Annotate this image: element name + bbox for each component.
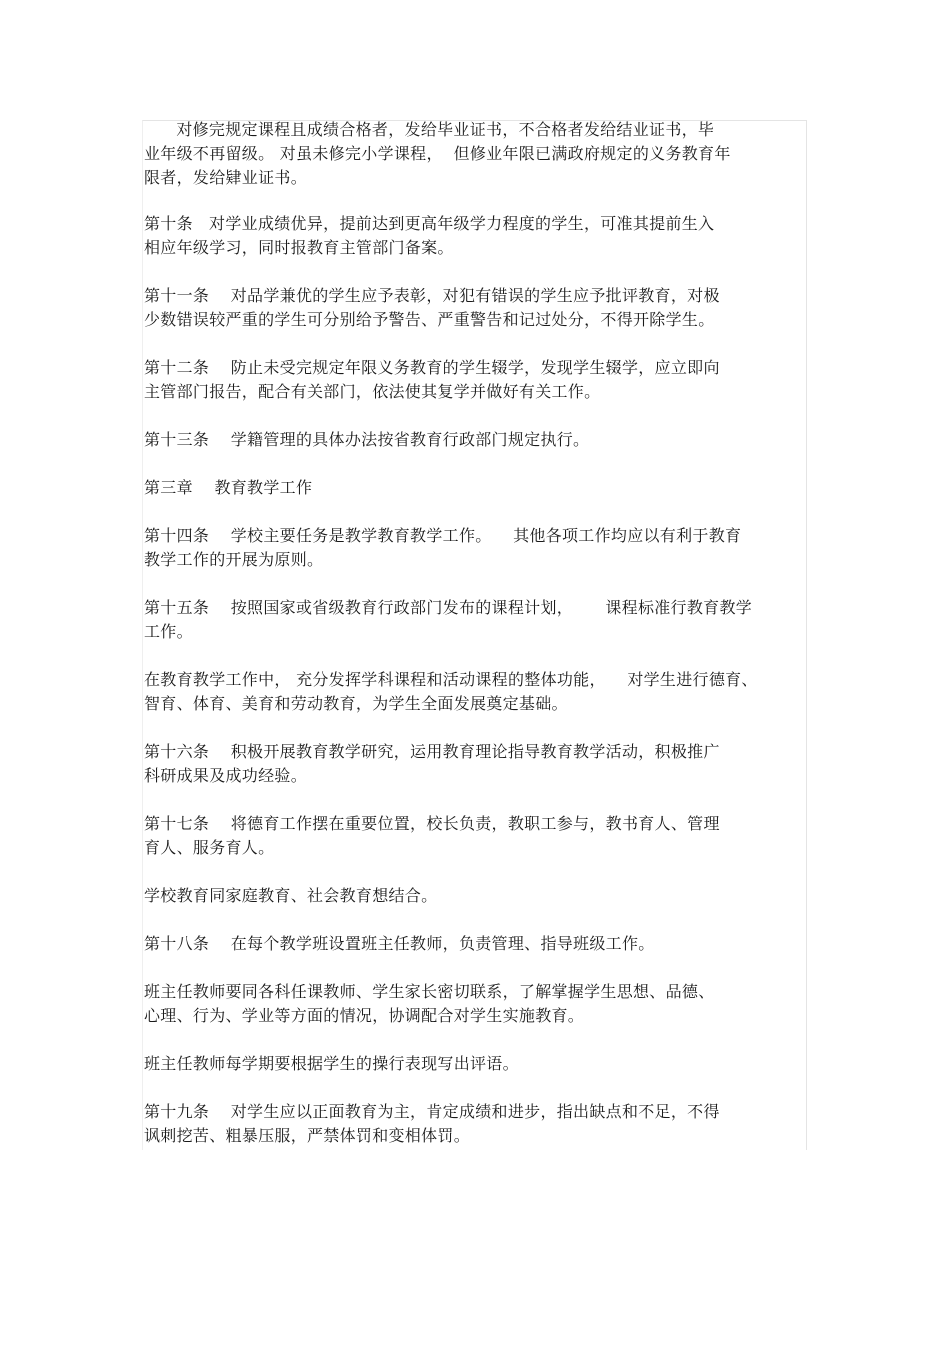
paragraph-graduation-certificates: 对修完规定课程且成绩合格者，发给毕业证书，不合格者发给结业证书，毕 业年级不再留级。 对虽未修完小学课程， 但修业年限已满政府规定的义务教育年 限者，发给肄业证书。 <box>144 120 731 187</box>
paragraph-article-14: 第十四条 学校主要任务是教学教育教学工作。 其他各项工作均应以有利于教育 教学工作的开展为原则。 <box>144 526 742 569</box>
paragraph-article-12: 第十二条 防止未受完规定年限义务教育的学生辍学，发现学生辍学，应立即向 主管部门报告，配合有关部门，依法使其复学并做好有关工作。 <box>144 358 720 401</box>
paragraph-article-18-detail: 班主任教师要同各科任课教师、学生家长密切联系，了解掌握学生思想、品德、 心理、行为、学业等方面的情况，协调配合对学生实施教育。 <box>144 982 715 1025</box>
chapter-3-heading: 第三章 教育教学工作 <box>144 478 313 497</box>
paragraph-article-15-detail: 在教育教学工作中， 充分发挥学科课程和活动课程的整体功能， 对学生进行德育、 智育、体育、美育和劳动教育，为学生全面发展奠定基础。 <box>144 670 758 713</box>
document-body <box>144 118 804 1172</box>
paragraph-article-18-comments: 班主任教师每学期要根据学生的操行表现写出评语。 <box>144 1054 519 1073</box>
paragraph-article-17: 第十七条 将德育工作摆在重要位置，校长负责，教职工参与，教书育人、管理 育人、服务育人。 <box>144 814 720 857</box>
paragraph-article-17-detail: 学校教育同家庭教育、社会教育想结合。 <box>144 886 438 905</box>
paragraph-article-19: 第十九条 对学生应以正面教育为主，肯定成绩和进步，指出缺点和不足，不得 讽刺挖苦、粗暴压服，严禁体罚和变相体罚。 <box>144 1102 720 1145</box>
paragraph-article-16: 第十六条 积极开展教育教学研究，运用教育理论指导教育教学活动，积极推广 科研成果及成功经验。 <box>144 742 720 785</box>
paragraph-article-18: 第十八条 在每个教学班设置班主任教师，负责管理、指导班级工作。 <box>144 934 655 953</box>
paragraph-article-13: 第十三条 学籍管理的具体办法按省教育行政部门规定执行。 <box>144 430 590 449</box>
paragraph-article-10: 第十条 对学业成绩优异，提前达到更高年级学力程度的学生，可准其提前生入 相应年级学习，同时报教育主管部门备案。 <box>144 214 715 257</box>
paragraph-article-11: 第十一条 对品学兼优的学生应予表彰，对犯有错误的学生应予批评教育，对极 少数错误较严重的学生可分别给予警告、严重警告和记过处分，不得开除学生。 <box>144 286 720 329</box>
paragraph-article-15: 第十五条 按照国家或省级教育行政部门发布的课程计划， 课程标准行教育教学 工作。 <box>144 598 753 641</box>
